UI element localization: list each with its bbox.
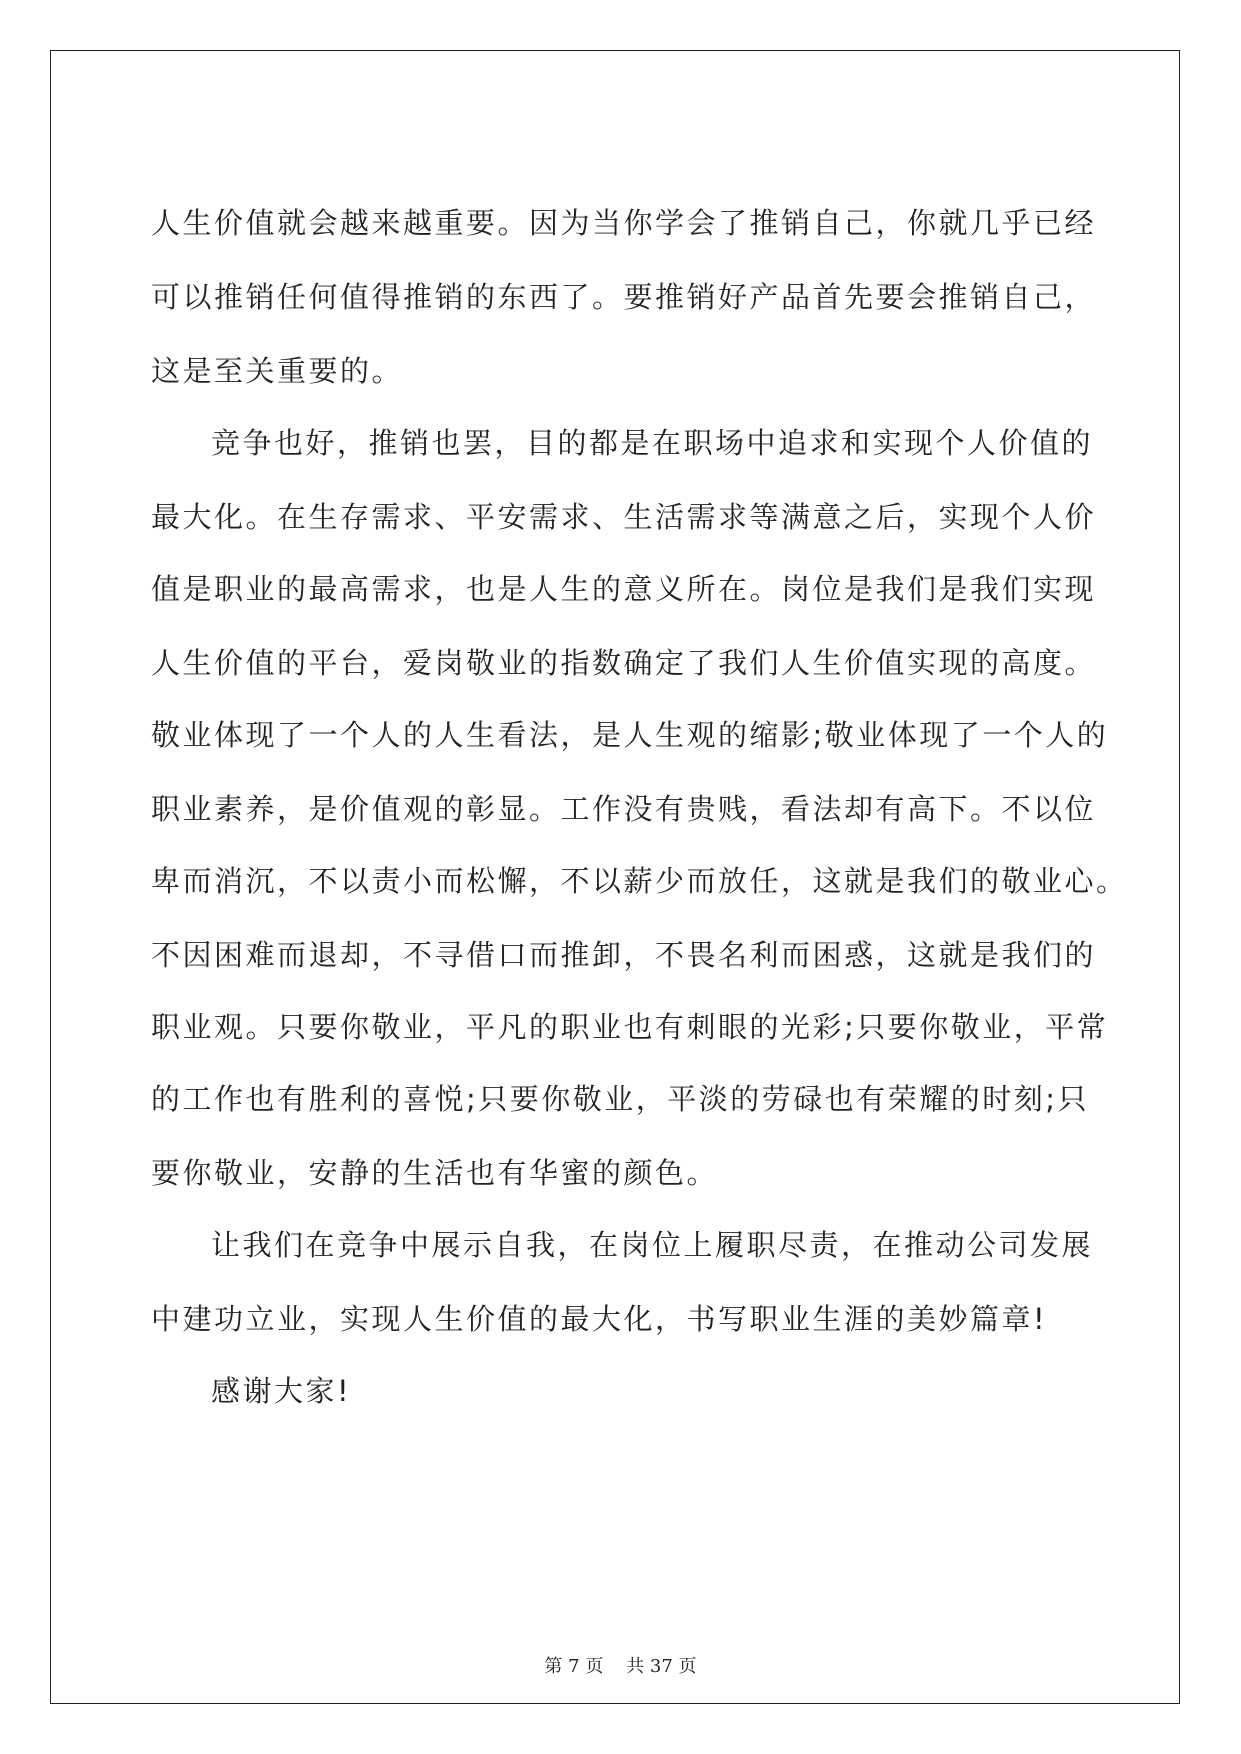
text-line: 要你敬业，安静的生活也有华蜜的颜色。 [151, 1156, 719, 1190]
text-line: 让我们在竞争中展示自我，在岗位上履职尽责，在推动公司发展 [211, 1228, 1094, 1262]
text-line: 可以推销任何值得推销的东西了。要推销好产品首先要会推销自己， [151, 280, 1097, 314]
text-line: 这是至关重要的。 [151, 354, 404, 388]
text-line: 竞争也好，推销也罢，目的都是在职场中追求和实现个人价值的 [211, 426, 1094, 460]
text-line: 不因困难而退却，不寻借口而推卸，不畏名利而困惑，这就是我们的 [151, 938, 1097, 972]
text-line: 最大化。在生存需求、平安需求、生活需求等满意之后，实现个人价 [151, 500, 1097, 534]
text-line: 敬业体现了一个人的人生看法，是人生观的缩影;敬业体现了一个人的 [151, 718, 1109, 752]
closing-line: 感谢大家! [211, 1374, 352, 1408]
text-line: 值是职业的最高需求，也是人生的意义所在。岗位是我们是我们实现 [151, 572, 1097, 606]
page-frame [50, 50, 1180, 1704]
text-line: 中建功立业，实现人生价值的最大化，书写职业生涯的美妙篇章! [151, 1302, 1048, 1336]
text-line: 人生价值就会越来越重要。因为当你学会了推销自己，你就几乎已经 [151, 206, 1097, 240]
text-line: 人生价值的平台，爱岗敬业的指数确定了我们人生价值实现的高度。 [151, 646, 1097, 680]
page-number: 第 7 页 共 37 页 [544, 1656, 697, 1677]
text-line: 职业观。只要你敬业，平凡的职业也有刺眼的光彩;只要你敬业，平常 [151, 1010, 1109, 1044]
text-line: 卑而消沉，不以责小而松懈，不以薪少而放任，这就是我们的敬业心。 [151, 864, 1128, 898]
text-line: 的工作也有胜利的喜悦;只要你敬业，平淡的劳碌也有荣耀的时刻;只 [151, 1082, 1090, 1116]
text-line: 职业素养，是价值观的彰显。工作没有贵贱，看法却有高下。不以位 [151, 792, 1097, 826]
